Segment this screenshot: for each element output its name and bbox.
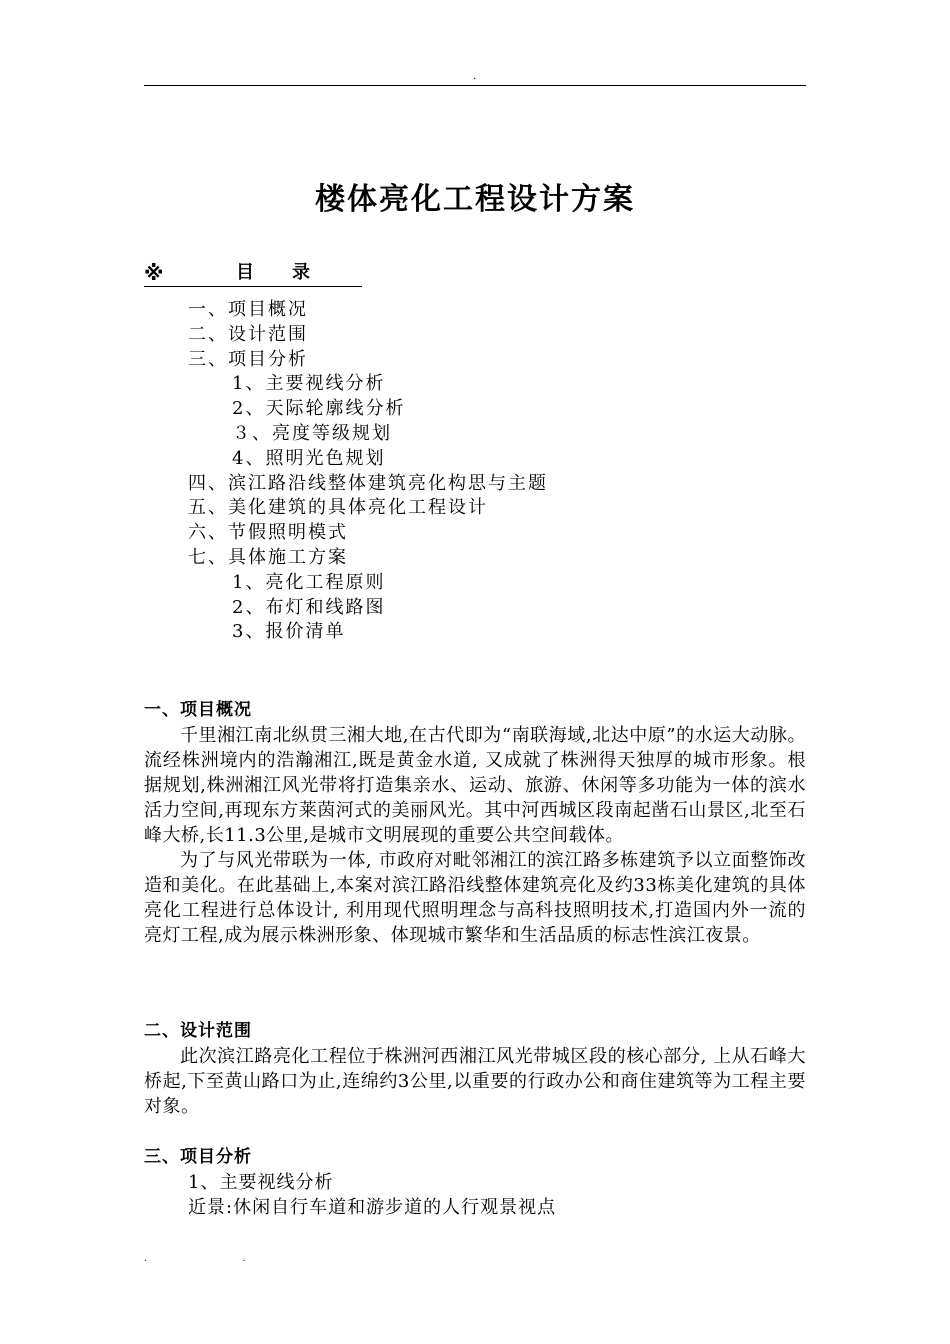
section-heading: 二、设计范围 xyxy=(144,1021,252,1041)
toc-item: 七、具体施工方案 xyxy=(188,546,348,568)
toc-subitem: 3、报价清单 xyxy=(232,621,346,643)
paragraph: 千里湘江南北纵贯三湘大地,在古代即为“南联海域,北达中原”的水运大动脉。流经株洲境内的浩瀚湘江,既是黄金水道, 又成就了株洲得天独厚的城市形象。根据规划,株洲湘江风光带将打造集亲水、运动、旅游、休闲等多功能为一体的滨水活力空间,再现东方莱茵河式的美丽风光。其中河西城区段南起凿石山景区,北至石峰大桥,长11.3公里,是城市文明展现的重要公共空间载体。 xyxy=(144,725,806,846)
table-of-contents xyxy=(188,298,548,645)
paragraph: 为了与风光带联为一体, 市政府对毗邻湘江的滨江路多栋建筑予以立面整饰改造和美化。在此基础上,本案对滨江路沿线整体建筑亮化及约33栋美化建筑的具体亮化工程进行总体设计, 利用现代照明理念与高科技照明技术,打造国内外一流的亮灯工程,成为展示株洲形象、体现城市繁华和生活品质的标志性滨江夜景。 xyxy=(144,850,806,946)
section-heading: 一、项目概况 xyxy=(144,700,252,720)
toc-item: 二、设计范围 xyxy=(188,323,308,345)
toc-item: 六、节假照明模式 xyxy=(188,522,348,544)
toc-item: 一、项目概况 xyxy=(188,299,308,320)
toc-subitem: 1、亮化工程原则 xyxy=(232,571,386,593)
footer-marks: . . xyxy=(144,1253,292,1264)
toc-label: 目录 xyxy=(236,262,348,283)
toc-item: 三、项目分析 xyxy=(188,348,308,370)
toc-heading xyxy=(144,260,362,287)
section-heading: 三、项目分析 xyxy=(144,1147,252,1167)
toc-item: 四、滨江路沿线整体建筑亮化构思与主题 xyxy=(188,472,548,494)
toc-subitem: 4、照明光色规划 xyxy=(232,447,386,469)
page-title: 楼体亮化工程设计方案 xyxy=(315,182,635,217)
header-mark: . xyxy=(473,71,477,82)
analysis-line: 1、主要视线分析 xyxy=(188,1172,334,1193)
toc-mark: ※ xyxy=(144,261,164,285)
toc-subitem: 2、布灯和线路图 xyxy=(232,596,386,618)
toc-subitem: 1、主要视线分析 xyxy=(232,373,386,395)
toc-subitem: ３、亮度等级规划 xyxy=(232,422,392,444)
paragraph: 此次滨江路亮化工程位于株洲河西湘江风光带城区段的核心部分, 上从石峰大桥起,下至黄山路口为止,连绵约3公里,以重要的行政办公和商住建筑等为工程主要对象。 xyxy=(144,1046,806,1117)
section-overview xyxy=(144,698,806,948)
toc-subitem: 2、天际轮廓线分析 xyxy=(232,398,406,420)
analysis-line: 近景:休闲自行车道和游步道的人行观景视点 xyxy=(188,1197,557,1218)
toc-item: 五、美化建筑的具体亮化工程设计 xyxy=(188,497,488,519)
section-analysis xyxy=(144,1145,806,1220)
section-scope xyxy=(144,1019,806,1119)
header-rule xyxy=(144,85,806,86)
